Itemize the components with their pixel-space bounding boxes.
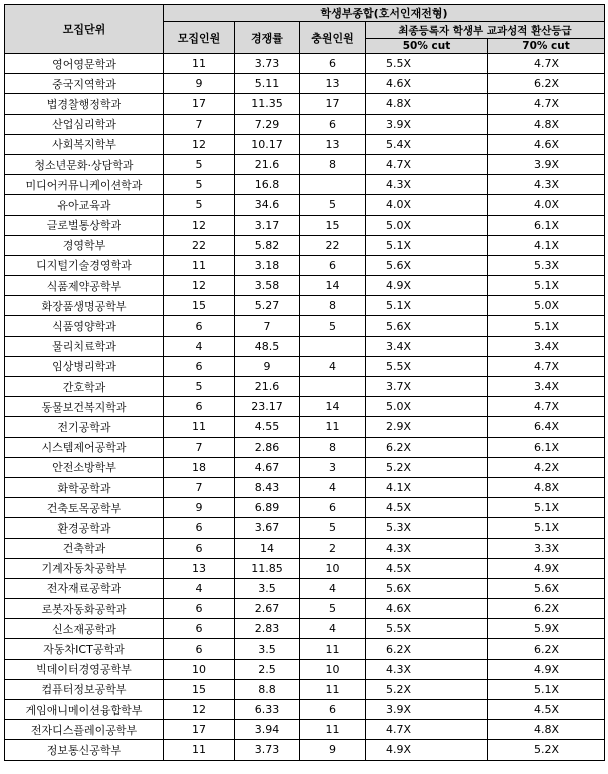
cut70-cell: 6.2X [488, 74, 605, 94]
extra-cell: 9 [300, 740, 366, 760]
cut70-cell: 3.4X [488, 377, 605, 397]
table-body [5, 54, 605, 761]
cut70-cell: 5.3X [488, 255, 605, 275]
header-dept: 모집단위 [5, 5, 164, 54]
rate-cell: 2.67 [235, 599, 300, 619]
cut70-cell: 5.2X [488, 740, 605, 760]
cut50-cell: 4.6X [366, 74, 488, 94]
extra-cell [300, 377, 366, 397]
table-row [5, 437, 605, 457]
cut70-cell: 4.0X [488, 195, 605, 215]
extra-cell: 4 [300, 578, 366, 598]
quota-cell: 7 [164, 477, 235, 497]
rate-cell: 21.6 [235, 377, 300, 397]
rate-cell: 6.89 [235, 498, 300, 518]
table-row [5, 599, 605, 619]
quota-cell: 6 [164, 356, 235, 376]
dept-cell: 간호학과 [5, 377, 164, 397]
dept-cell: 전자재료공학과 [5, 578, 164, 598]
extra-cell: 5 [300, 518, 366, 538]
extra-cell: 22 [300, 235, 366, 255]
table-row [5, 457, 605, 477]
quota-cell: 11 [164, 54, 235, 74]
quota-cell: 7 [164, 437, 235, 457]
table-row [5, 336, 605, 356]
quota-cell: 6 [164, 316, 235, 336]
cut70-cell: 5.1X [488, 679, 605, 699]
cut70-cell: 4.5X [488, 700, 605, 720]
quota-cell: 12 [164, 700, 235, 720]
cut50-cell: 5.2X [366, 679, 488, 699]
rate-cell: 7.29 [235, 114, 300, 134]
rate-cell: 7 [235, 316, 300, 336]
cut50-cell: 4.3X [366, 659, 488, 679]
extra-cell: 13 [300, 74, 366, 94]
cut50-cell: 5.0X [366, 397, 488, 417]
extra-cell: 5 [300, 599, 366, 619]
cut50-cell: 4.7X [366, 720, 488, 740]
quota-cell: 7 [164, 114, 235, 134]
dept-cell: 전기공학과 [5, 417, 164, 437]
dept-cell: 빅데이터경영공학부 [5, 659, 164, 679]
extra-cell: 4 [300, 619, 366, 639]
cut50-cell: 4.3X [366, 538, 488, 558]
extra-cell: 14 [300, 397, 366, 417]
table-row [5, 154, 605, 174]
table-row [5, 175, 605, 195]
quota-cell: 9 [164, 498, 235, 518]
table-row [5, 740, 605, 760]
cut70-cell: 5.6X [488, 578, 605, 598]
cut50-cell: 4.9X [366, 740, 488, 760]
dept-cell: 건축토목공학부 [5, 498, 164, 518]
dept-cell: 환경공학과 [5, 518, 164, 538]
quota-cell: 5 [164, 175, 235, 195]
cut50-cell: 3.9X [366, 114, 488, 134]
cut50-cell: 5.5X [366, 619, 488, 639]
extra-cell: 8 [300, 296, 366, 316]
extra-cell: 17 [300, 94, 366, 114]
dept-cell: 기계자동차공학부 [5, 558, 164, 578]
cut50-cell: 5.6X [366, 316, 488, 336]
cut70-cell: 4.6X [488, 134, 605, 154]
dept-cell: 사회복지학부 [5, 134, 164, 154]
cut70-cell: 4.1X [488, 235, 605, 255]
cut50-cell: 3.7X [366, 377, 488, 397]
dept-cell: 동물보건복지학과 [5, 397, 164, 417]
dept-cell: 로봇자동화공학과 [5, 599, 164, 619]
extra-cell: 11 [300, 720, 366, 740]
dept-cell: 자동차ICT공학과 [5, 639, 164, 659]
dept-cell: 시스템제어공학과 [5, 437, 164, 457]
cut70-cell: 4.9X [488, 659, 605, 679]
table-row [5, 134, 605, 154]
quota-cell: 5 [164, 195, 235, 215]
quota-cell: 6 [164, 397, 235, 417]
rate-cell: 2.83 [235, 619, 300, 639]
table-row [5, 276, 605, 296]
quota-cell: 4 [164, 336, 235, 356]
extra-cell: 15 [300, 215, 366, 235]
dept-cell: 영어영문학과 [5, 54, 164, 74]
quota-cell: 5 [164, 154, 235, 174]
dept-cell: 컴퓨터정보공학부 [5, 679, 164, 699]
cut50-cell: 4.0X [366, 195, 488, 215]
table-row [5, 397, 605, 417]
rate-cell: 5.11 [235, 74, 300, 94]
extra-cell: 4 [300, 356, 366, 376]
quota-cell: 5 [164, 377, 235, 397]
extra-cell: 4 [300, 477, 366, 497]
table-row [5, 639, 605, 659]
cut70-cell: 4.8X [488, 477, 605, 497]
dept-cell: 디지털기술경영학과 [5, 255, 164, 275]
cut70-cell: 5.1X [488, 316, 605, 336]
rate-cell: 4.67 [235, 457, 300, 477]
cut50-cell: 5.6X [366, 255, 488, 275]
header-extra: 충원인원 [300, 22, 366, 54]
dept-cell: 건축학과 [5, 538, 164, 558]
cut50-cell: 4.5X [366, 558, 488, 578]
dept-cell: 화학공학과 [5, 477, 164, 497]
rate-cell: 8.43 [235, 477, 300, 497]
table-row [5, 518, 605, 538]
table-row [5, 235, 605, 255]
extra-cell: 6 [300, 498, 366, 518]
extra-cell: 2 [300, 538, 366, 558]
cut70-cell: 4.8X [488, 720, 605, 740]
table-row [5, 377, 605, 397]
cut50-cell: 3.4X [366, 336, 488, 356]
dept-cell: 물리치료학과 [5, 336, 164, 356]
quota-cell: 13 [164, 558, 235, 578]
quota-cell: 17 [164, 94, 235, 114]
quota-cell: 6 [164, 538, 235, 558]
rate-cell: 9 [235, 356, 300, 376]
extra-cell: 13 [300, 134, 366, 154]
cut50-cell: 5.5X [366, 54, 488, 74]
extra-cell: 8 [300, 437, 366, 457]
cut70-cell: 4.7X [488, 54, 605, 74]
quota-cell: 17 [164, 720, 235, 740]
cut70-cell: 6.4X [488, 417, 605, 437]
dept-cell: 게임애니메이션융합학부 [5, 700, 164, 720]
rate-cell: 3.17 [235, 215, 300, 235]
dept-cell: 중국지역학과 [5, 74, 164, 94]
cut70-cell: 5.9X [488, 619, 605, 639]
extra-cell: 3 [300, 457, 366, 477]
extra-cell: 8 [300, 154, 366, 174]
cut50-cell: 5.1X [366, 296, 488, 316]
quota-cell: 15 [164, 296, 235, 316]
quota-cell: 6 [164, 518, 235, 538]
cut70-cell: 6.1X [488, 215, 605, 235]
table-row [5, 316, 605, 336]
dept-cell: 경영학부 [5, 235, 164, 255]
rate-cell: 11.85 [235, 558, 300, 578]
table-row [5, 417, 605, 437]
quota-cell: 11 [164, 740, 235, 760]
rate-cell: 48.5 [235, 336, 300, 356]
dept-cell: 미디어커뮤니케이션학과 [5, 175, 164, 195]
quota-cell: 6 [164, 619, 235, 639]
dept-cell: 산업심리학과 [5, 114, 164, 134]
dept-cell: 유아교육과 [5, 195, 164, 215]
dept-cell: 식품영양학과 [5, 316, 164, 336]
cut70-cell: 6.2X [488, 639, 605, 659]
cut70-cell: 4.7X [488, 397, 605, 417]
header-cut50: 50% cut [366, 39, 488, 54]
rate-cell: 4.55 [235, 417, 300, 437]
table-row [5, 679, 605, 699]
rate-cell: 14 [235, 538, 300, 558]
header-group: 학생부종합(호서인재전형) [164, 5, 605, 22]
table-row [5, 114, 605, 134]
rate-cell: 3.94 [235, 720, 300, 740]
cut50-cell: 5.0X [366, 215, 488, 235]
cut70-cell: 3.4X [488, 336, 605, 356]
table-row [5, 538, 605, 558]
rate-cell: 3.67 [235, 518, 300, 538]
rate-cell: 3.18 [235, 255, 300, 275]
cut50-cell: 5.3X [366, 518, 488, 538]
cut70-cell: 5.1X [488, 518, 605, 538]
cut50-cell: 5.5X [366, 356, 488, 376]
cut50-cell: 5.2X [366, 457, 488, 477]
cut50-cell: 6.2X [366, 639, 488, 659]
extra-cell: 5 [300, 195, 366, 215]
table-row [5, 477, 605, 497]
dept-cell: 글로벌통상학과 [5, 215, 164, 235]
table-row [5, 578, 605, 598]
table-row [5, 255, 605, 275]
table-row [5, 498, 605, 518]
dept-cell: 안전소방학부 [5, 457, 164, 477]
cut50-cell: 5.6X [366, 578, 488, 598]
cut50-cell: 5.4X [366, 134, 488, 154]
extra-cell: 6 [300, 54, 366, 74]
table-header [5, 5, 605, 54]
cut70-cell: 5.1X [488, 498, 605, 518]
extra-cell: 6 [300, 700, 366, 720]
table-row [5, 74, 605, 94]
rate-cell: 2.86 [235, 437, 300, 457]
dept-cell: 화장품생명공학부 [5, 296, 164, 316]
cut70-cell: 4.7X [488, 356, 605, 376]
cut50-cell: 5.1X [366, 235, 488, 255]
table-row [5, 659, 605, 679]
rate-cell: 3.73 [235, 740, 300, 760]
dept-cell: 청소년문화·상담학과 [5, 154, 164, 174]
table-row [5, 619, 605, 639]
cut70-cell: 4.2X [488, 457, 605, 477]
extra-cell [300, 336, 366, 356]
quota-cell: 22 [164, 235, 235, 255]
rate-cell: 16.8 [235, 175, 300, 195]
cut70-cell: 6.1X [488, 437, 605, 457]
cut50-cell: 4.7X [366, 154, 488, 174]
rate-cell: 8.8 [235, 679, 300, 699]
dept-cell: 전자디스플레이공학부 [5, 720, 164, 740]
dept-cell: 임상병리학과 [5, 356, 164, 376]
quota-cell: 6 [164, 599, 235, 619]
extra-cell: 6 [300, 114, 366, 134]
header-cut70: 70% cut [488, 39, 605, 54]
header-quota: 모집인원 [164, 22, 235, 54]
dept-cell: 신소재공학과 [5, 619, 164, 639]
table-row [5, 700, 605, 720]
cut70-cell: 5.1X [488, 276, 605, 296]
extra-cell: 10 [300, 659, 366, 679]
quota-cell: 11 [164, 417, 235, 437]
quota-cell: 4 [164, 578, 235, 598]
table-row [5, 356, 605, 376]
cut50-cell: 4.8X [366, 94, 488, 114]
admission-results-table [4, 4, 605, 761]
rate-cell: 3.58 [235, 276, 300, 296]
cut70-cell: 3.9X [488, 154, 605, 174]
cut50-cell: 4.1X [366, 477, 488, 497]
rate-cell: 10.17 [235, 134, 300, 154]
dept-cell: 정보통신공학부 [5, 740, 164, 760]
table-row [5, 54, 605, 74]
cut50-cell: 4.9X [366, 276, 488, 296]
quota-cell: 18 [164, 457, 235, 477]
quota-cell: 12 [164, 134, 235, 154]
header-grade: 최종등록자 학생부 교과성적 환산등급 [366, 22, 605, 39]
rate-cell: 6.33 [235, 700, 300, 720]
header-rate: 경쟁률 [235, 22, 300, 54]
extra-cell: 11 [300, 679, 366, 699]
dept-cell: 식품제약공학부 [5, 276, 164, 296]
extra-cell: 11 [300, 639, 366, 659]
dept-cell: 법경찰행정학과 [5, 94, 164, 114]
quota-cell: 9 [164, 74, 235, 94]
table-row [5, 215, 605, 235]
quota-cell: 6 [164, 639, 235, 659]
quota-cell: 12 [164, 215, 235, 235]
table-row [5, 94, 605, 114]
cut70-cell: 6.2X [488, 599, 605, 619]
quota-cell: 15 [164, 679, 235, 699]
table-row [5, 720, 605, 740]
cut70-cell: 4.9X [488, 558, 605, 578]
rate-cell: 11.35 [235, 94, 300, 114]
extra-cell: 6 [300, 255, 366, 275]
quota-cell: 12 [164, 276, 235, 296]
cut50-cell: 6.2X [366, 437, 488, 457]
rate-cell: 5.27 [235, 296, 300, 316]
rate-cell: 3.5 [235, 639, 300, 659]
cut50-cell: 3.9X [366, 700, 488, 720]
cut50-cell: 4.3X [366, 175, 488, 195]
cut70-cell: 3.3X [488, 538, 605, 558]
rate-cell: 21.6 [235, 154, 300, 174]
rate-cell: 3.73 [235, 54, 300, 74]
cut50-cell: 4.5X [366, 498, 488, 518]
rate-cell: 2.5 [235, 659, 300, 679]
extra-cell: 11 [300, 417, 366, 437]
table-row [5, 296, 605, 316]
cut50-cell: 4.6X [366, 599, 488, 619]
cut70-cell: 4.7X [488, 94, 605, 114]
cut70-cell: 4.3X [488, 175, 605, 195]
cut50-cell: 2.9X [366, 417, 488, 437]
quota-cell: 10 [164, 659, 235, 679]
table-row [5, 558, 605, 578]
rate-cell: 23.17 [235, 397, 300, 417]
quota-cell: 11 [164, 255, 235, 275]
cut70-cell: 5.0X [488, 296, 605, 316]
rate-cell: 34.6 [235, 195, 300, 215]
rate-cell: 5.82 [235, 235, 300, 255]
cut70-cell: 4.8X [488, 114, 605, 134]
table-row [5, 195, 605, 215]
extra-cell: 5 [300, 316, 366, 336]
rate-cell: 3.5 [235, 578, 300, 598]
extra-cell [300, 175, 366, 195]
extra-cell: 14 [300, 276, 366, 296]
extra-cell: 10 [300, 558, 366, 578]
